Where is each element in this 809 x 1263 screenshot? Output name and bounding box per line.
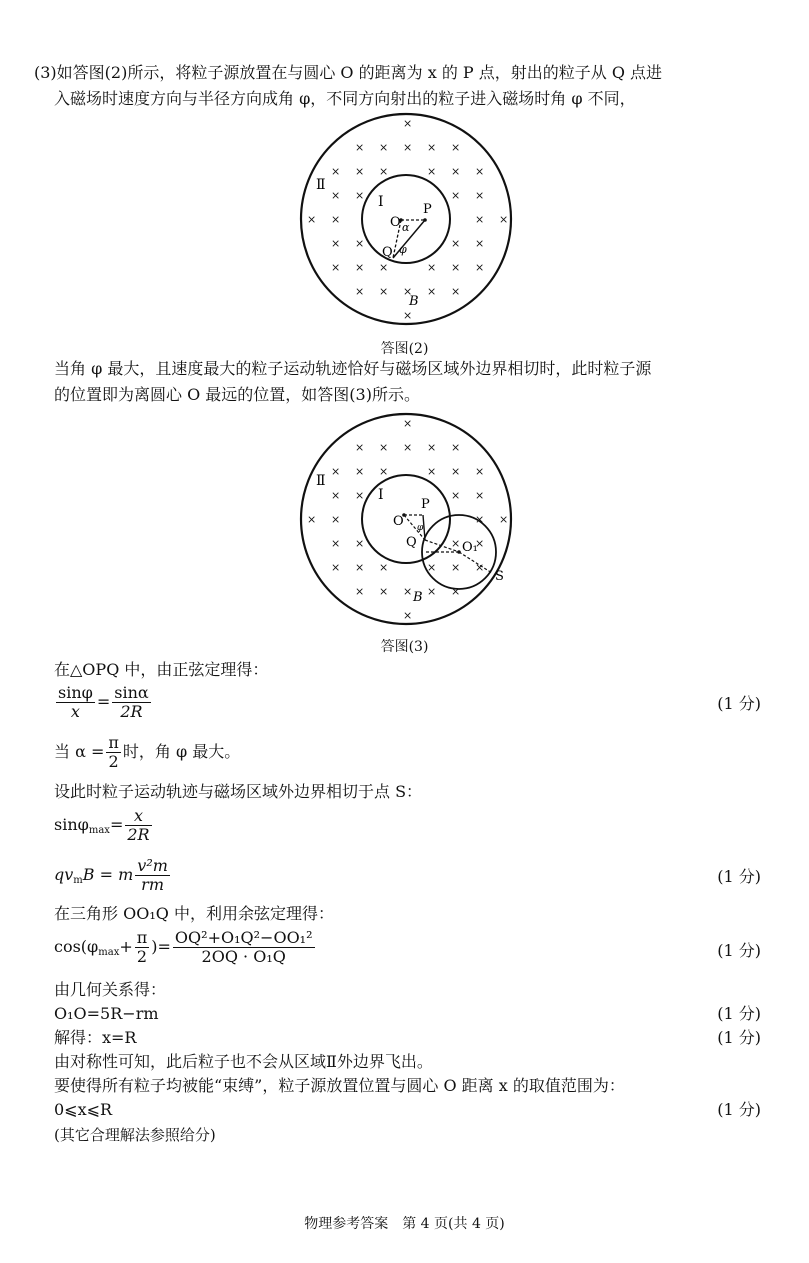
field-cross-mark: × bbox=[403, 585, 413, 598]
solution-line-11: 解得：x=R bbox=[54, 1028, 137, 1047]
field-cross-mark: × bbox=[331, 261, 341, 274]
label-b: B bbox=[409, 294, 419, 309]
field-cross-mark: × bbox=[499, 213, 509, 226]
field-cross-mark: × bbox=[331, 537, 341, 550]
field-cross-mark: × bbox=[451, 141, 461, 154]
solution-line-3: 当 α = $\frac{\pi}{2}$ 时，角 φ 最大。 bbox=[54, 733, 241, 771]
field-cross-mark: × bbox=[355, 441, 365, 454]
field-cross-mark: × bbox=[403, 141, 413, 154]
field-cross-mark: × bbox=[331, 489, 341, 502]
region-ii-label: Ⅱ bbox=[316, 177, 326, 193]
field-cross-mark: × bbox=[451, 237, 461, 250]
figure-2-diagram bbox=[299, 112, 513, 326]
field-cross-mark: × bbox=[451, 561, 461, 574]
figure-3-caption: 答图(3) bbox=[380, 639, 429, 655]
solution-line-5: sinφ$_{max}$= $\frac{x}{2R}$ bbox=[54, 806, 150, 844]
field-cross-mark: × bbox=[331, 213, 341, 226]
solution-line-6: $qv_mB = m$ $\frac{\text{v²m}}{rm}$ bbox=[54, 856, 168, 894]
label-o: O bbox=[393, 514, 404, 529]
field-cross-mark: × bbox=[403, 285, 413, 298]
frac-pi-2-cos: $\frac{\pi}{2}$ bbox=[136, 928, 148, 966]
solution-line-1: 在△OPQ 中，由正弦定理得： bbox=[54, 660, 269, 679]
center-o1-dot bbox=[457, 550, 461, 554]
intro-line-2: 入磁场时速度方向与半径方向成角 φ，不同方向射出的粒子进入磁场时角 φ 不同， bbox=[54, 89, 636, 108]
region-i-label: I bbox=[378, 194, 384, 210]
points-line-6: (1 分) bbox=[717, 867, 761, 886]
field-cross-mark: × bbox=[403, 441, 413, 454]
field-cross-mark: × bbox=[451, 189, 461, 202]
label-q: Q bbox=[382, 245, 393, 260]
frac-x-2r: $\frac{x}{2R}$ bbox=[127, 806, 150, 844]
solution-line-12: 由对称性可知，此后粒子也不会从区域Ⅱ外边界飞出。 bbox=[54, 1052, 433, 1071]
label-phi: φ bbox=[399, 243, 407, 256]
field-cross-mark: × bbox=[427, 165, 437, 178]
field-cross-mark: × bbox=[475, 213, 485, 226]
field-cross-mark: × bbox=[379, 285, 389, 298]
point-p-dot bbox=[423, 218, 427, 222]
figure-2-caption: 答图(2) bbox=[380, 341, 429, 357]
points-line-8: (1 分) bbox=[717, 941, 761, 960]
field-cross-mark: × bbox=[355, 537, 365, 550]
field-cross-mark: × bbox=[427, 285, 437, 298]
field-cross-mark: × bbox=[475, 237, 485, 250]
field-cross-mark: × bbox=[475, 489, 485, 502]
label-p: P bbox=[423, 202, 432, 217]
field-cross-mark: × bbox=[451, 165, 461, 178]
field-cross-mark: × bbox=[379, 585, 389, 598]
field-cross-mark: × bbox=[355, 189, 365, 202]
solution-line-4: 设此时粒子运动轨迹与磁场区域外边界相切于点 S： bbox=[54, 782, 423, 801]
field-cross-mark: × bbox=[331, 237, 341, 250]
field-cross-mark: × bbox=[379, 165, 389, 178]
field-cross-mark: × bbox=[475, 513, 485, 526]
figure-3-diagram bbox=[299, 412, 513, 626]
field-cross-mark: × bbox=[355, 561, 365, 574]
field-cross-mark: × bbox=[475, 165, 485, 178]
field-cross-mark: × bbox=[427, 561, 437, 574]
field-cross-mark: × bbox=[427, 261, 437, 274]
field-cross-mark: × bbox=[379, 441, 389, 454]
field-cross-mark: × bbox=[427, 465, 437, 478]
field-cross-mark: × bbox=[403, 609, 413, 622]
frac-vm2-rm: $\frac{\text{v²m}}{rm}$ bbox=[137, 856, 168, 894]
solution-line-7: 在三角形 OO₁Q 中，利用余弦定理得： bbox=[54, 904, 334, 923]
field-cross-mark: × bbox=[403, 117, 413, 130]
field-cross-mark: × bbox=[475, 537, 485, 550]
para2-line-1: 当角 φ 最大，且速度最大的粒子运动轨迹恰好与磁场区域外边界相切时，此时粒子源 bbox=[54, 359, 652, 378]
solution-line-8: $\cos(\varphi_{max}+$ $\frac{\pi}{2}$ )= $\frac{\text{OQ²+O₁Q²−OO₁²}}{\text{2OQ · O₁Q}}$ bbox=[54, 928, 313, 966]
label-q: Q bbox=[406, 535, 417, 550]
solution-line-2: $\frac{\sin\varphi}{x}$ = $\frac{\sin\alpha}{2R}$ bbox=[58, 683, 149, 721]
field-cross-mark: × bbox=[475, 261, 485, 274]
label-o: O bbox=[390, 215, 401, 230]
field-cross-mark: × bbox=[403, 309, 413, 322]
field-cross-mark: × bbox=[355, 141, 365, 154]
field-cross-mark: × bbox=[451, 261, 461, 274]
field-cross-mark: × bbox=[355, 285, 365, 298]
region-i-label: I bbox=[378, 487, 384, 503]
points-line-2: (1 分) bbox=[717, 694, 761, 713]
points-line-14: (1 分) bbox=[717, 1100, 761, 1119]
field-cross-mark: × bbox=[451, 585, 461, 598]
label-angle: φ bbox=[417, 523, 424, 533]
field-cross-mark: × bbox=[475, 561, 485, 574]
field-cross-mark: × bbox=[475, 465, 485, 478]
field-cross-mark: × bbox=[331, 465, 341, 478]
field-cross-mark: × bbox=[379, 465, 389, 478]
field-cross-mark: × bbox=[451, 285, 461, 298]
field-cross-mark: × bbox=[331, 165, 341, 178]
field-cross-mark: × bbox=[331, 513, 341, 526]
field-cross-mark: × bbox=[355, 165, 365, 178]
intro-line-1: (3)如答图(2)所示，将粒子源放置在与圆心 O 的距离为 x 的 P 点，射出的粒子从 Q 点进 bbox=[34, 63, 663, 82]
field-cross-mark: × bbox=[355, 465, 365, 478]
page-footer: 物理参考答案 第 4 页(共 4 页) bbox=[304, 1216, 505, 1232]
field-cross-mark: × bbox=[307, 213, 317, 226]
frac-pi-2: $\frac{\pi}{2}$ bbox=[108, 733, 119, 771]
label-s: S bbox=[495, 569, 504, 584]
field-cross-mark: × bbox=[331, 561, 341, 574]
field-cross-mark: × bbox=[499, 513, 509, 526]
label-alpha: α bbox=[402, 221, 410, 234]
solution-note: (其它合理解法参照给分) bbox=[54, 1126, 216, 1144]
frac-sinalpha-2r: $\frac{\sin\alpha}{2R}$ bbox=[114, 683, 149, 721]
para2-line-2: 的位置即为离圆心 O 最远的位置，如答图(3)所示。 bbox=[54, 385, 420, 404]
field-cross-mark: × bbox=[355, 237, 365, 250]
field-cross-mark: × bbox=[355, 261, 365, 274]
field-cross-mark: × bbox=[451, 465, 461, 478]
solution-line-13: 要使得所有粒子均被能“束缚”，粒子源放置位置与圆心 O 距离 x 的取值范围为： bbox=[54, 1076, 625, 1095]
field-cross-mark: × bbox=[475, 189, 485, 202]
region-ii-label: Ⅱ bbox=[316, 473, 326, 489]
label-o1: O₁ bbox=[462, 540, 478, 555]
label-b: B bbox=[413, 590, 423, 605]
field-cross-mark: × bbox=[355, 489, 365, 502]
field-cross-mark: × bbox=[379, 141, 389, 154]
field-cross-mark: × bbox=[403, 417, 413, 430]
solution-line-14: 0⩽x⩽R bbox=[54, 1100, 113, 1119]
solution-line-10: O₁O=5R−rm bbox=[54, 1004, 159, 1023]
field-cross-mark: × bbox=[451, 537, 461, 550]
frac-sinphi-x: $\frac{\sin\varphi}{x}$ bbox=[58, 683, 93, 721]
field-cross-mark: × bbox=[379, 561, 389, 574]
points-line-11: (1 分) bbox=[717, 1028, 761, 1047]
field-cross-mark: × bbox=[355, 585, 365, 598]
field-cross-mark: × bbox=[451, 489, 461, 502]
field-cross-mark: × bbox=[307, 513, 317, 526]
solution-line-9: 由几何关系得： bbox=[54, 980, 167, 999]
field-cross-mark: × bbox=[331, 189, 341, 202]
field-cross-mark: × bbox=[379, 261, 389, 274]
field-cross-mark: × bbox=[427, 441, 437, 454]
field-cross-mark: × bbox=[427, 141, 437, 154]
field-cross-mark: × bbox=[451, 441, 461, 454]
points-line-10: (1 分) bbox=[717, 1004, 761, 1023]
field-cross-mark: × bbox=[427, 585, 437, 598]
label-p: P bbox=[421, 497, 430, 512]
frac-cosine-law: $\frac{\text{OQ²+O₁Q²−OO₁²}}{\text{2OQ · O₁Q}}$ bbox=[174, 928, 313, 966]
